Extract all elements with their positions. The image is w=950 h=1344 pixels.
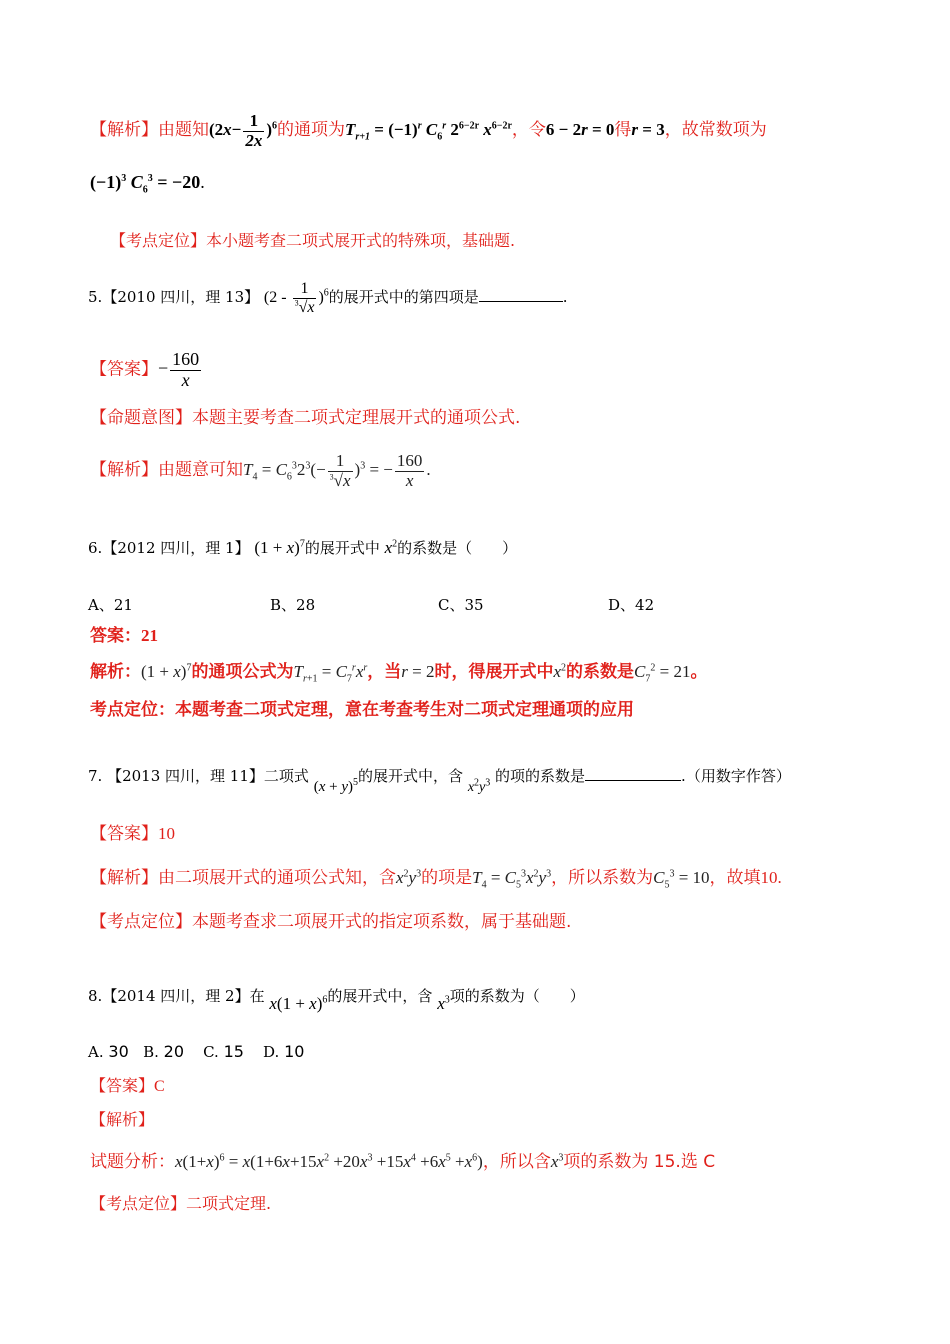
math-expression: r = 3 <box>631 120 665 140</box>
option-b[interactable]: B. 20 <box>143 1042 184 1061</box>
option-d[interactable]: D. 10 <box>263 1042 305 1061</box>
math-expression: $(x + y)^5$ <box>313 777 359 795</box>
q8-options <box>88 1042 304 1061</box>
question-5: 5.【2010 四川，理 13】 (2 - $\frac{1}{^3√x}$ )$^6$的展开式中的第四项是 . <box>88 280 568 316</box>
math-expression: $(-1)^3$ $C_6^3 = -20$ <box>90 172 201 196</box>
math-expression: $T_4 = C_5^3x^2y^3$ <box>472 868 552 891</box>
q8-answer: 【答案】C <box>90 1076 165 1095</box>
jiexi-label: 【解析】 <box>90 120 158 141</box>
q7-answer: 【答案】10 <box>90 824 175 844</box>
math-expression: $C_7^2 = 21$ <box>634 662 691 685</box>
option-c[interactable]: C、35 <box>438 596 484 614</box>
q6-answer: 答案：21 <box>90 626 158 646</box>
q6-kaodian: 考点定位：本题考查二项式定理，意在考查考生对二项式定理通项的应用 <box>90 700 634 720</box>
math-expression: (2 - $\frac{1}{^3√x}$ )$^6$ <box>263 280 329 316</box>
math-expression: $(1 + x)^7$ <box>254 538 305 557</box>
math-expression: $C_5^3 = 10$ <box>653 868 710 891</box>
math-expression: $(1 + x)^7$ <box>141 662 192 681</box>
math-expression: $x^2y^3$ <box>467 777 491 795</box>
kaodian-line: 【考点定位】本小题考查二项式展开式的特殊项，基础题. <box>110 231 516 250</box>
math-expression: $x^3$ <box>550 1152 564 1171</box>
q5-jiexi: 【解析】由题意可知$T_4 = C_6^32^3(-$ $\frac{1}{^3√x}$ )$^3$ = − $\frac{160}{x}$ . <box>90 451 431 490</box>
math-expression: $x^2$ <box>553 662 567 681</box>
q8-jiexi-heading: 【解析】 <box>90 1110 155 1129</box>
option-a[interactable]: A. 30 <box>88 1042 129 1061</box>
q8-kaodian: 【考点定位】二项式定理. <box>90 1194 272 1213</box>
q7-jiexi: 【解析】由二项展开式的通项公式知，含$x^2y^3$的项是$T_4 = C_5^3x^2y^3$，所以系数为$C_5^3 = 10$，故填10. <box>90 868 782 891</box>
math-expression: $x^2$ <box>384 538 398 557</box>
option-b[interactable]: B、28 <box>270 596 316 614</box>
jiexi-line-2: $(-1)^3$ $C_6^3 = -20$. <box>90 172 205 196</box>
question-7: 7. 【2013 四川，理 11】二项式 $(x + y)^5$的展开式中，含 $x^2y^3$ 的项的系数是 .（用数字作答） <box>88 767 791 795</box>
q6-jiexi: 解析：$(1 + x)^7$的通项公式为$T_{r+1} = C_7^rx^r$，当r = 2时，得展开式中$x^2$的系数是$C_7^2 = 21$。 <box>90 662 708 685</box>
math-expression: $x(1+x)^6 = x(1+6x+15x^2 +20x^3 +15x^4 +6x^5 +x^6)$ <box>175 1152 483 1171</box>
math-expression: 6 − 2r = 0 <box>545 120 615 140</box>
answer-blank[interactable] <box>585 766 681 781</box>
q8-analysis: 试题分析：$x(1+x)^6 = x(1+6x+15x^2 +20x^3 +15x^4 +6x^5 +x^6)$，所以含$x^3$项的系数为 15.选 C <box>90 1152 716 1172</box>
math-expression: $x^2y^3$ <box>396 868 422 887</box>
math-expression: − $\frac{160}{x}$ <box>158 349 200 390</box>
jiexi-line-1: 【解析】由题知(2x− $\frac{1}{2x}$ )$^6$的通项为$T_{r+1} = (-1)^r$ $C_6^r$ $2^{6-2r}$ $x^{6-2r}$，令6 − 2r = 0得r = 3，故常数项为 <box>90 111 767 150</box>
math-expression: $x(1 + x)^6$ <box>269 994 328 1013</box>
q5-mingti: 【命题意图】本题主要考查二项式定理展开式的通项公式. <box>90 408 521 428</box>
question-6: 6.【2012 四川，理 1】 $(1 + x)^7$的展开式中 $x^2$的系数是（ ） <box>88 538 518 557</box>
question-8: 8.【2014 四川，理 2】在 $x(1 + x)^6$的展开式中，含 $x^3$项的系数为（ ） <box>88 987 585 1013</box>
option-a[interactable]: A、21 <box>88 596 133 614</box>
q7-kaodian: 【考点定位】本题考查求二项展开式的指定项系数，属于基础题. <box>90 912 572 932</box>
math-expression: $T_{r+1} = (-1)^r$ $C_6^r$ $2^{6-2r}$ $x^{6-2r}$ <box>345 120 512 143</box>
math-expression: $T_{r+1} = C_7^rx^r$ <box>293 662 368 685</box>
math-expression: r = 2 <box>401 662 435 681</box>
option-c[interactable]: C. 15 <box>203 1042 244 1061</box>
math-expression: $x^3$ <box>437 994 450 1013</box>
option-d[interactable]: D、42 <box>608 596 655 614</box>
q5-answer: 【答案】− $\frac{160}{x}$ <box>90 350 203 391</box>
answer-blank[interactable] <box>479 287 563 302</box>
math-expression: $T_4 = C_6^32^3(-$ $\frac{1}{^3√x}$ )$^3$ = − $\frac{160}{x}$ . <box>243 451 431 490</box>
math-expression: (2x− $\frac{1}{2x}$ )$^6$ <box>209 111 278 150</box>
